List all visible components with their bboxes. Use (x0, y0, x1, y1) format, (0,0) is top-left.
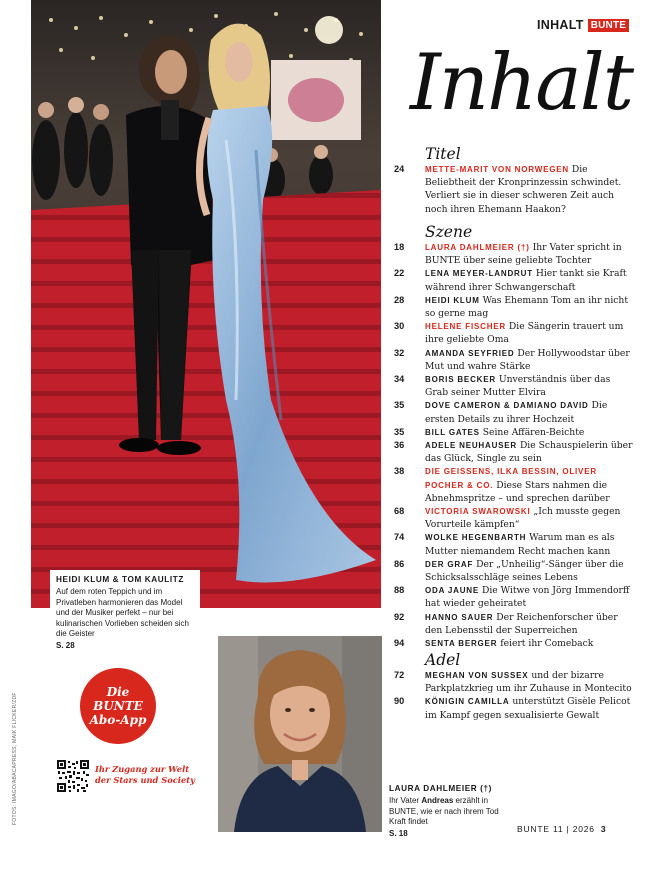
toc-page-number: 90 (394, 696, 405, 707)
section-heading: Titel (425, 145, 461, 163)
toc-entry[interactable] (394, 584, 634, 610)
section-label: INHALT (537, 18, 584, 32)
toc-entry-text (425, 637, 634, 650)
toc-entry-description: Unverständnis über das Grab seiner Mutter Elvira (425, 374, 611, 399)
toc-entry[interactable] (394, 505, 634, 531)
toc-page-number: 74 (394, 532, 405, 543)
toc-page-number: 92 (394, 611, 405, 622)
toc-entry-text (425, 611, 634, 637)
toc-entry-description: Der „Unheilig“-Sänger über die Schicksalsschläge seines Lebens (425, 558, 624, 584)
toc-entry-name: MEGHAN VON SUSSEX (425, 671, 529, 680)
toc-entry-description: „Ich musste gegen Vorurteile kämpfen“ (425, 506, 621, 531)
toc-entry-text (425, 695, 634, 721)
toc-page-number: 94 (394, 638, 405, 649)
toc-page-number: 86 (394, 558, 405, 569)
red-carpet-illustration (31, 0, 381, 608)
app-badge[interactable] (80, 668, 156, 744)
toc-entry-text (425, 241, 634, 267)
toc-entry-text (425, 465, 634, 505)
toc-page-number: 36 (394, 440, 405, 451)
page-footer (517, 824, 606, 834)
toc-entry[interactable] (394, 163, 634, 216)
magazine-issue: BUNTE 11 | 2026 (517, 824, 595, 834)
toc-entry[interactable] (394, 320, 634, 346)
toc-entry[interactable] (394, 399, 634, 425)
caption-title: LAURA DAHLMEIER (†) (389, 784, 492, 793)
toc-entry-name: ADELE NEUHAUSER (425, 441, 518, 451)
caption-title: HEIDI KLUM & TOM KAULITZ (56, 575, 184, 584)
page-number: 3 (600, 824, 607, 834)
toc-entry[interactable] (394, 637, 634, 650)
toc-entry[interactable] (394, 426, 634, 439)
toc-entry-name: METTE-MARIT VON NORWEGEN (425, 165, 569, 174)
caption-page-ref[interactable]: S. 18 (389, 828, 408, 838)
toc-entry-description: Die Schauspielerin über das Glück, Single zu sein (425, 440, 633, 465)
app-badge-line: BUNTE (93, 699, 143, 713)
toc-entry-description: Der Hollywoodstar über Mut und wahre Stärke (425, 347, 630, 372)
toc-entry-name: DIE GEISSENS, ILKA BESSIN, OLIVER POCHER & CO. (425, 467, 597, 490)
toc-entry-description: Diese Stars nahmen die Abnehmspritze – und sprechen darüber (425, 479, 610, 504)
toc-section-szene (394, 223, 634, 650)
main-photo-caption (50, 570, 200, 655)
toc-entry-text (425, 584, 634, 610)
toc-entry-text (425, 320, 634, 346)
toc-page-number: 88 (394, 585, 405, 596)
toc-page-number: 30 (394, 321, 405, 332)
toc-entry-name: AMANDA SEYFRIED (425, 348, 515, 358)
toc-entry-name: HELENE FISCHER (425, 322, 506, 332)
toc-page-number: 32 (394, 347, 405, 358)
page-title: Inhalt (410, 38, 633, 128)
section-header (537, 18, 629, 32)
toc-entry-description: feiert ihr Comeback (500, 638, 594, 650)
toc-page-number: 68 (394, 506, 405, 517)
section-heading: Adel (425, 651, 461, 669)
portrait-caption (389, 784, 509, 838)
toc-page-number: 38 (394, 466, 405, 477)
toc-entry-name: LENA MEYER-LANDRUT (425, 269, 533, 279)
toc-entry-description: Die ersten Details zu ihrer Hochzeit (425, 400, 608, 425)
toc-entry-name: DOVE CAMERON & DAMIANO DAVID (425, 401, 589, 411)
toc-page-number: 18 (394, 242, 405, 252)
toc-entry-text (425, 426, 634, 439)
toc-entry-text (425, 267, 634, 293)
toc-entry-text (425, 399, 634, 425)
toc-entry[interactable] (394, 465, 634, 505)
toc-entry-name: LAURA DAHLMEIER (†) (425, 243, 530, 252)
toc-section-titel (394, 145, 634, 216)
toc-entry-name: BILL GATES (425, 427, 480, 437)
toc-entry[interactable] (394, 347, 634, 373)
toc-page-number: 35 (394, 400, 405, 411)
toc-entry-text (425, 347, 634, 373)
toc-entry-name: SENTA BERGER (425, 639, 498, 649)
toc-page-number: 28 (394, 294, 405, 305)
toc-entry-name: DER GRAF (425, 559, 474, 569)
app-badge-line: Abo-App (89, 713, 147, 727)
toc-entry-name: HANNO SAUER (425, 612, 494, 622)
toc-entry-description: und der bizarre Parkplatzkrieg um ihr Zuhause in Montecito (425, 670, 632, 695)
toc-entry-name: HEIDI KLUM (425, 295, 480, 305)
toc-entry-description: Der Reichenforscher über den Lebensstil der Superreichen (425, 611, 618, 636)
toc-entry-text (425, 294, 634, 320)
toc-entry-description: Die Witwe von Jörg Immendorff hat wieder geheiratet (425, 585, 630, 610)
toc-entry-name: VICTORIA SWAROWSKI (425, 507, 531, 517)
toc-page-number: 24 (394, 164, 405, 174)
toc-entry-description: Hier tankt sie Kraft während ihrer Schwangerschaft (425, 268, 627, 293)
caption-text: Auf dem roten Teppich und im Privatleben harmonieren das Model und der Musiker perfekt – nur bei kulinarischen Vorlieben scheiden sich die Geister (56, 587, 189, 639)
photo-credit: FOTOS: IMAGO/ABACAPRESS, MAIK FLICKER/ZDF (12, 692, 18, 825)
toc-entry-text (425, 531, 634, 557)
toc-entry[interactable] (394, 669, 634, 695)
toc-entry[interactable] (394, 373, 634, 399)
toc-page-number: 34 (394, 374, 405, 385)
toc-entry-description: Die Beliebtheit der Kronprinzessin schwindet. Verliert sie in dieser schweren Zeit auch noch ihren Ehemann Haakon? (425, 164, 622, 215)
toc-entry-text (425, 439, 634, 465)
toc-entry-text (425, 558, 634, 584)
toc-entry[interactable] (394, 558, 634, 584)
toc-entry-text (425, 505, 634, 531)
portrait-illustration (218, 636, 382, 832)
brand-logo: BUNTE (588, 19, 629, 32)
toc-entry-name: ODA JAUNE (425, 586, 480, 596)
toc-entry-description: Warum man es als Mutter niemandem Recht machen kann (425, 532, 615, 557)
toc-entry[interactable] (394, 241, 634, 267)
toc-entry-text (425, 163, 634, 216)
toc-entry-description: Seine Affären-Beichte (482, 426, 585, 438)
toc-entry[interactable] (394, 439, 634, 465)
toc-section-adel (394, 651, 634, 722)
toc-entry[interactable] (394, 611, 634, 637)
portrait-photo[interactable] (218, 636, 382, 832)
toc-page-number: 72 (394, 670, 405, 680)
toc-entry-description: Ihr Vater spricht in BUNTE über seine geliebte Tochter (425, 242, 622, 267)
toc-page-number: 35 (394, 426, 405, 437)
toc-entry-description: unterstützt Gisèle Pelicot im Kampf gegen sexualisierte Gewalt (425, 696, 631, 721)
app-badge-line: Die (106, 685, 130, 699)
toc-entry[interactable] (394, 294, 634, 320)
toc-entry-description: Was Ehemann Tom an ihr nicht so gerne mag (425, 294, 629, 320)
toc-entry[interactable] (394, 531, 634, 557)
caption-page-ref[interactable]: S. 28 (56, 640, 75, 650)
section-heading: Szene (425, 223, 473, 241)
caption-text: Ihr Vater Andreas erzählt in BUNTE, wie er nach ihrem Tod Kraft findet (389, 796, 499, 827)
toc-page-number: 22 (394, 268, 405, 279)
toc-entry-text (425, 373, 634, 399)
app-promo-text[interactable]: Ihr Zugang zur Welt der Stars und Society (95, 764, 195, 785)
toc-entry-name: WOLKE HEGENBARTH (425, 533, 527, 543)
toc-entry[interactable] (394, 695, 634, 721)
toc-entry-name: BORIS BECKER (425, 375, 496, 385)
toc-entry-description: Die Sängerin trauert um ihre geliebte Oma (425, 321, 624, 346)
toc-entry-name: KÖNIGIN CAMILLA (425, 697, 510, 707)
toc-entry-text (425, 669, 634, 695)
qr-code-icon[interactable] (57, 760, 89, 792)
toc-entry[interactable] (394, 267, 634, 293)
main-photo[interactable] (31, 0, 381, 608)
